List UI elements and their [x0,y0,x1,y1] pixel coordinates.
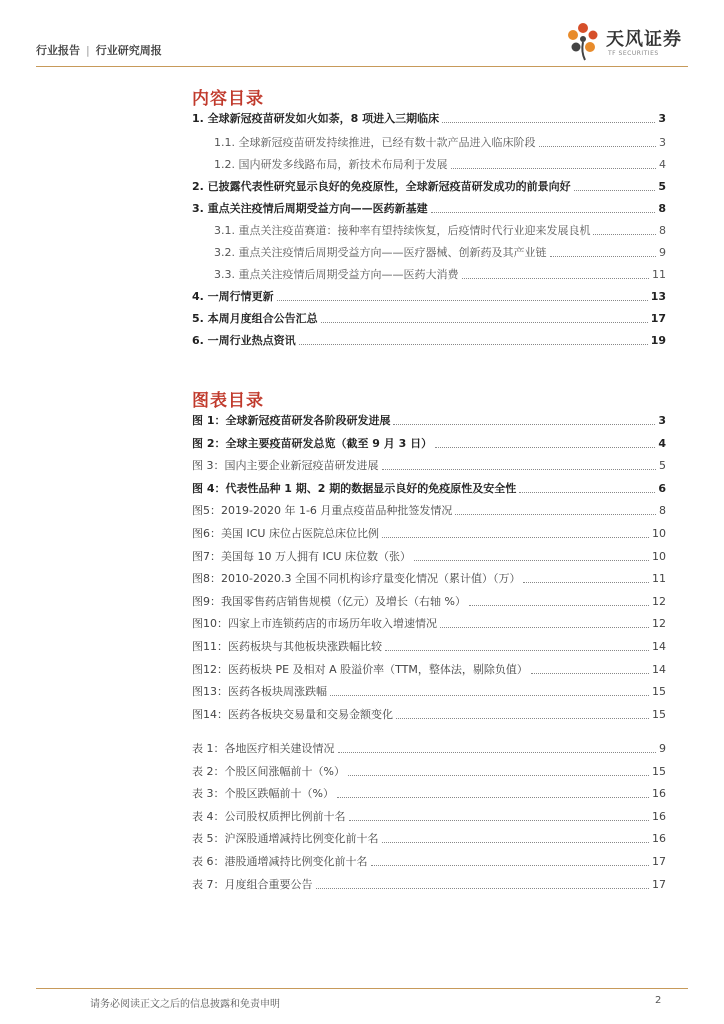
figure-entry[interactable] [192,595,666,609]
dot-leader [321,322,648,323]
contents-entry-label: 1.1. 全球新冠疫苗研发持续推进，已经有数十款产品进入临床阶段 [214,136,536,149]
dot-leader [371,865,650,866]
flower-logo-icon [562,18,604,62]
contents-entry-label: 2. 已披露代表性研究显示良好的免疫原性，全球新冠疫苗研发成功的前景向好 [192,180,571,193]
table-entry[interactable] [192,878,666,892]
figure-entry[interactable] [192,414,666,428]
dot-leader [348,775,649,776]
page-number: 2 [655,995,662,1006]
contents-entry-page: 5 [658,180,666,193]
report-type: 行业报告 [36,44,80,57]
figure-entry-label: 图5：2019-2020 年 1-6 月重点疫苗品种批签发情况 [192,504,453,517]
dot-leader [574,190,656,191]
table-entry[interactable] [192,787,666,801]
table-entry-label: 表 5：沪深股通增减持比例变化前十名 [192,832,379,845]
contents-entry-label: 3. 重点关注疫情后周期受益方向——医药新基建 [192,202,428,215]
figure-entry[interactable] [192,437,666,451]
dot-leader [531,673,649,674]
figure-entry-label: 图11：医药板块与其他板块涨跌幅比较 [192,640,382,653]
figure-entry-label: 图 4：代表性品种 1 期、2 期的数据显示良好的免疫原性及安全性 [192,482,517,495]
table-entry-page: 9 [659,742,666,755]
dot-leader [442,122,655,123]
dot-leader [431,212,656,213]
contents-entry-page: 13 [650,290,666,303]
contents-entry-label: 1.2. 国内研发多线路布局，新技术布局利于发展 [214,158,448,171]
figures-title: 图表目录 [192,391,264,411]
dot-leader [382,469,657,470]
dot-leader [382,537,649,538]
contents-entry-page: 9 [659,246,666,259]
dot-leader [469,605,649,606]
table-entry-label: 表 7：月度组合重要公告 [192,878,313,891]
contents-entry[interactable] [192,334,666,348]
contents-entry-label: 3.2. 重点关注疫情后周期受益方向——医疗器械、创新药及其产业链 [214,246,547,259]
contents-entry-page: 8 [659,224,666,237]
contents-entry-page: 8 [658,202,666,215]
figure-entry-page: 6 [658,482,666,495]
figure-entry-page: 12 [652,595,666,608]
report-category: 行业研究周报 [95,44,162,57]
figure-entry-page: 10 [652,527,666,540]
contents-entry[interactable] [214,224,666,238]
figure-entry-label: 图 2：全球主要疫苗研发总览（截至 9 月 3 日） [192,437,433,450]
table-entry-page: 16 [652,787,666,800]
footer-rule [36,988,688,989]
figure-entry[interactable] [192,663,666,677]
figure-entry[interactable] [192,708,666,722]
contents-entry[interactable] [192,290,666,304]
table-entry-page: 17 [652,855,666,868]
figure-entry-label: 图 3：国内主要企业新冠疫苗研发进展 [192,459,379,472]
table-entry-page: 16 [652,832,666,845]
table-entry[interactable] [192,832,666,846]
dot-leader [414,560,649,561]
dot-leader [519,492,655,493]
dot-leader [593,234,656,235]
contents-entry-page: 11 [652,268,666,281]
header-rule [36,66,688,67]
contents-entry-page: 3 [659,136,666,149]
dot-leader [396,718,649,719]
table-entry-page: 15 [652,765,666,778]
contents-entry-label: 5. 本周月度组合公告汇总 [192,312,318,325]
figure-entry-page: 12 [652,617,666,630]
contents-entry-label: 3.3. 重点关注疫情后周期受益方向——医药大消费 [214,268,459,281]
figure-entry[interactable] [192,504,666,518]
table-entry-label: 表 2：个股区间涨幅前十（%） [192,765,345,778]
table-entry-label: 表 3：个股区跌幅前十（%） [192,787,334,800]
dot-leader [385,650,649,651]
figure-entry[interactable] [192,572,666,586]
table-entry-page: 16 [652,810,666,823]
figure-entry-page: 5 [659,459,666,472]
table-entry[interactable] [192,810,666,824]
dot-leader [299,344,648,345]
figure-entry-page: 11 [652,572,666,585]
contents-entry[interactable] [192,202,666,216]
figure-entry-label: 图7：美国每 10 万人拥有 ICU 床位数（张） [192,550,411,563]
contents-entry[interactable] [214,268,666,282]
contents-entry-page: 19 [650,334,666,347]
dot-leader [338,752,657,753]
figure-entry[interactable] [192,482,666,496]
contents-entry-label: 1. 全球新冠疫苗研发如火如荼，8 项进入三期临床 [192,112,440,125]
dot-leader [435,447,655,448]
company-logo [562,18,692,64]
figure-entry[interactable] [192,459,666,473]
figure-entry-label: 图12：医药板块 PE 及相对 A 股溢价率（TTM，整体法，剔除负值） [192,663,528,676]
figure-entry-page: 15 [652,685,666,698]
table-entry[interactable] [192,742,666,756]
figure-entry[interactable] [192,617,666,631]
contents-title: 内容目录 [192,89,264,109]
dot-leader [330,695,649,696]
disclaimer: 请务必阅读正文之后的信息披露和免责申明 [90,999,280,1010]
figure-entry-page: 10 [652,550,666,563]
dot-leader [451,168,657,169]
figure-entry[interactable] [192,527,666,541]
figure-entry[interactable] [192,640,666,654]
table-entry[interactable] [192,765,666,779]
dot-leader [539,146,657,147]
table-entry-label: 表 1：各地医疗相关建设情况 [192,742,335,755]
contents-entry[interactable] [192,180,666,194]
contents-entry[interactable] [214,158,666,172]
dot-leader [440,627,649,628]
table-entry-page: 17 [652,878,666,891]
header-divider: | [86,44,90,57]
dot-leader [462,278,650,279]
figure-entry-label: 图8：2010-2020.3 全国不同机构诊疗量变化情况（累计值）（万） [192,572,521,585]
table-entry-label: 表 6：港股通增减持比例变化前十名 [192,855,368,868]
contents-entry[interactable] [214,246,666,260]
dot-leader [393,424,655,425]
figure-entry-label: 图 1：全球新冠疫苗研发各阶段研发进展 [192,414,391,427]
company-name: 天风证券 [606,29,682,50]
contents-entry-label: 4. 一周行情更新 [192,290,274,303]
figure-entry-label: 图9：我国零售药店销售规模（亿元）及增长（右轴 %） [192,595,466,608]
dot-leader [277,300,648,301]
dot-leader [550,256,657,257]
contents-entry-label: 6. 一周行业热点资讯 [192,334,296,347]
figure-entry-label: 图6：美国 ICU 床位占医院总床位比例 [192,527,379,540]
dot-leader [523,582,649,583]
contents-entry[interactable] [214,136,666,150]
table-entry[interactable] [192,855,666,869]
figure-entry[interactable] [192,685,666,699]
figure-entry-page: 15 [652,708,666,721]
contents-entry-page: 3 [658,112,666,125]
company-name-en: TF SECURITIES [608,50,659,57]
figure-entry-page: 3 [658,414,666,427]
dot-leader [455,514,656,515]
figure-entry[interactable] [192,550,666,564]
contents-entry-label: 3.1. 重点关注疫苗赛道：接种率有望持续恢复，后疫情时代行业迎来发展良机 [214,224,591,237]
dot-leader [382,842,650,843]
figure-entry-label: 图14：医药各板块交易量和交易金额变化 [192,708,393,721]
figure-entry-page: 14 [652,640,666,653]
figure-entry-page: 8 [659,504,666,517]
figure-entry-page: 4 [658,437,666,450]
report-header [36,42,162,58]
contents-entry[interactable] [192,112,666,126]
table-entry-label: 表 4：公司股权质押比例前十名 [192,810,346,823]
figure-entry-label: 图10：四家上市连锁药店的市场历年收入增速情况 [192,617,437,630]
figure-entry-page: 14 [652,663,666,676]
contents-entry[interactable] [192,312,666,326]
dot-leader [316,888,650,889]
dot-leader [337,797,649,798]
figure-entry-label: 图13：医药各板块周涨跌幅 [192,685,327,698]
contents-entry-page: 4 [659,158,666,171]
dot-leader [349,820,650,821]
contents-entry-page: 17 [650,312,666,325]
